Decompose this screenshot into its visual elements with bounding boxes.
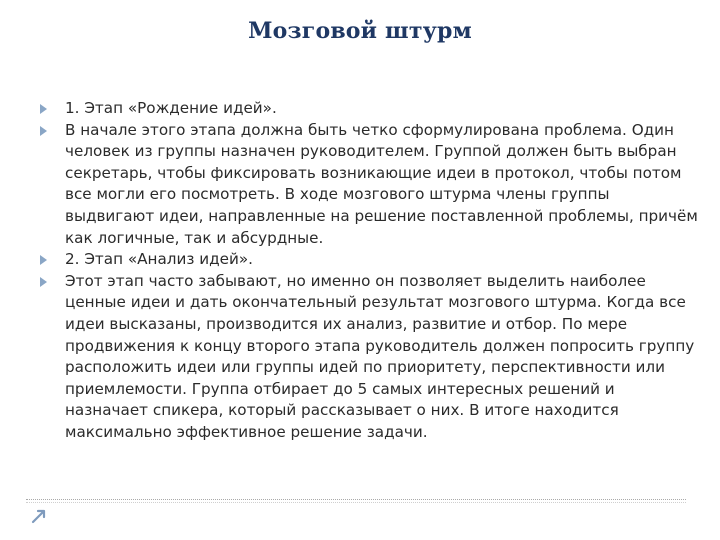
triangle-right-icon: [40, 255, 47, 265]
footer-divider-secondary: [26, 502, 686, 503]
triangle-right-icon: [40, 277, 47, 287]
bullet-text: Этот этап часто забывают, но именно он позволяет выделить наиболее ценные идеи и дать окончательный результат мозгового штурма. Когда все идеи высказаны, производится их анализ, развитие и отбор. По мере продвижения к концу второго этапа руководитель должен попросить группу расположить идеи или группы идей по приоритету, перспективности или приемлемости. Группа отбирает до 5 самых интересных решений и назначает спикера, который рассказывает о них. В итоге находится максимально эффективное решение задачи.: [65, 271, 695, 441]
bullet-item: [40, 120, 700, 250]
triangle-right-icon: [40, 126, 47, 136]
bullet-item: [40, 271, 700, 444]
triangle-right-icon: [40, 104, 47, 114]
bullet-text: В начале этого этапа должна быть четко сформулирована проблема. Один человек из группы назначен руководителем. Группой должен быть выбран секретарь, чтобы фиксировать возникающие идеи в протокол, чтобы потом все могли его посмотреть. В ходе мозгового штурма члены группы выдвигают идеи, направленные на решение поставленной проблемы, причём как логичные, так и абсурдные.: [65, 120, 698, 247]
slide-title: Мозговой штурм: [248, 18, 472, 44]
navigation-arrow-icon[interactable]: [30, 507, 48, 525]
bullet-item: [40, 98, 700, 120]
bullet-text: 1. Этап «Рождение идей».: [65, 99, 277, 117]
footer-divider: [26, 499, 686, 500]
bullet-list: [40, 98, 700, 444]
bullet-text: 2. Этап «Анализ идей».: [65, 250, 253, 269]
bullet-item: [40, 249, 700, 271]
